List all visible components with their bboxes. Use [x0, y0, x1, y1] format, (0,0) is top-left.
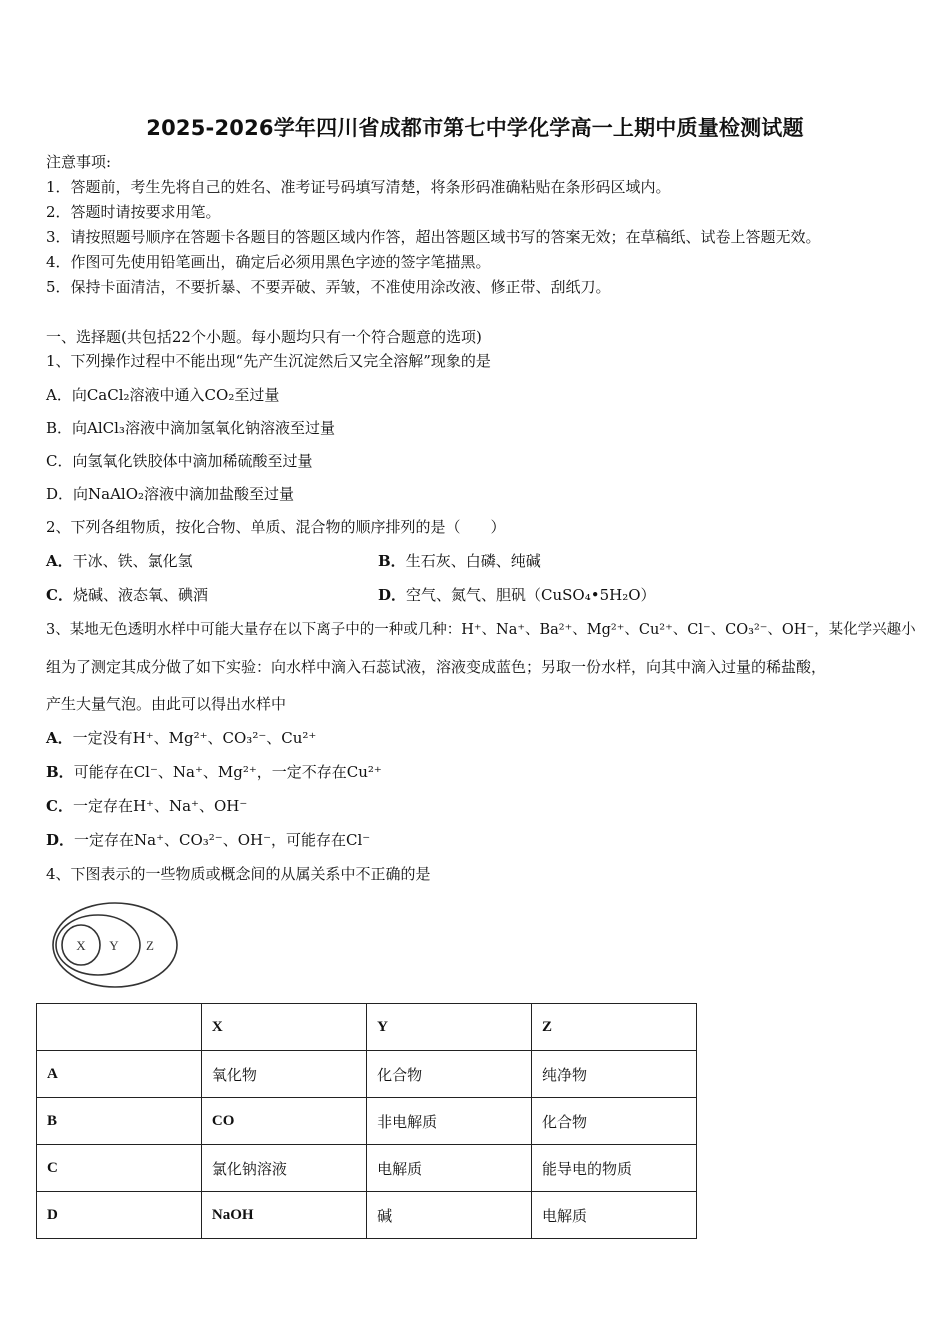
q1-option-b: B．向AlCl₃溶液中滴加氢氧化钠溶液至过量: [46, 419, 335, 437]
venn-y-ellipse: [56, 915, 140, 975]
venn-diagram: [40, 898, 185, 990]
table-cell: 化合物: [532, 1098, 697, 1145]
section-heading: 一、选择题(共包括22个小题。每小题均只有一个符合题意的选项): [46, 328, 482, 346]
q1-option-a: A．向CaCl₂溶液中通入CO₂至过量: [46, 386, 280, 404]
table-cell: 化合物: [367, 1051, 532, 1098]
table-cell: 非电解质: [367, 1098, 532, 1145]
notice-item-4: 4．作图可先使用铅笔画出，确定后必须用黑色字迹的签字笔描黑。: [46, 253, 491, 271]
q3-option-c: C．一定存在H⁺、Na⁺、OH⁻: [46, 797, 248, 815]
q2-option-a: A．干冰、铁、氯化氢: [46, 552, 193, 570]
q3-option-a: A．一定没有H⁺、Mg²⁺、CO₃²⁻、Cu²⁺: [46, 729, 317, 747]
page-title: 2025-2026学年四川省成都市第七中学化学高一上期中质量检测试题: [146, 116, 804, 140]
q1-stem: 1、下列操作过程中不能出现“先产生沉淀然后又完全溶解”现象的是: [46, 352, 491, 370]
table-row: [37, 1145, 697, 1192]
table-header-cell: Z: [532, 1004, 697, 1051]
table-header-cell: X: [201, 1004, 366, 1051]
notice-item-5: 5．保持卡面清洁，不要折暴、不要弄破、弄皱，不准使用涂改液、修正带、刮纸刀。: [46, 278, 611, 296]
venn-label-z: Z: [146, 938, 154, 953]
table-header-row: [37, 1004, 697, 1051]
table-cell: NaOH: [201, 1192, 366, 1239]
table-cell: 氯化钠溶液: [201, 1145, 366, 1192]
table-cell: 氧化物: [201, 1051, 366, 1098]
q3-option-b: B．可能存在Cl⁻、Na⁺、Mg²⁺，一定不存在Cu²⁺: [46, 763, 382, 781]
table-cell: CO: [201, 1098, 366, 1145]
table-cell: 电解质: [532, 1192, 697, 1239]
q3-option-d: D．一定存在Na⁺、CO₃²⁻、OH⁻，可能存在Cl⁻: [46, 831, 371, 849]
notice-heading: 注意事项:: [46, 153, 112, 171]
q1-option-d: D．向NaAlO₂溶液中滴加盐酸至过量: [46, 485, 295, 503]
notice-item-3: 3．请按照题号顺序在答题卡各题目的答题区域内作答，超出答题区域书写的答案无效；在草稿纸、试卷上答题无效。: [46, 228, 821, 246]
q2-option-c: C．烧碱、液态氧、碘酒: [46, 586, 208, 604]
q2-stem: 2、下列各组物质，按化合物、单质、混合物的顺序排列的是（ ）: [46, 518, 506, 536]
q3-stem-line2: 组为了测定其成分做了如下实验：向水样中滴入石蕊试液，溶液变成蓝色；另取一份水样，向其中滴入过量的稀盐酸，: [46, 658, 827, 676]
q4-stem: 4、下图表示的一些物质或概念间的从属关系中不正确的是: [46, 865, 431, 883]
table-cell: 能导电的物质: [532, 1145, 697, 1192]
table-cell: C: [37, 1145, 202, 1192]
table-cell: 纯净物: [532, 1051, 697, 1098]
notice-item-1: 1．答题前，考生先将自己的姓名、准考证号码填写清楚，将条形码准确粘贴在条形码区域内。: [46, 178, 671, 196]
q3-stem-line1: 3、某地无色透明水样中可能大量存在以下离子中的一种或几种：H⁺、Na⁺、Ba²⁺、Mg²⁺、Cu²⁺、Cl⁻、CO₃²⁻、OH⁻，某化学兴趣小: [46, 622, 916, 638]
table-header-cell: [37, 1004, 202, 1051]
table-cell: B: [37, 1098, 202, 1145]
table-header-cell: Y: [367, 1004, 532, 1051]
table-cell: D: [37, 1192, 202, 1239]
table-row: [37, 1051, 697, 1098]
q3-stem-line3: 产生大量气泡。由此可以得出水样中: [46, 695, 287, 713]
table-row: [37, 1192, 697, 1239]
table-row: [37, 1098, 697, 1145]
table-cell: 碱: [367, 1192, 532, 1239]
notice-item-2: 2．答题时请按要求用笔。: [46, 203, 221, 221]
q1-option-c: C．向氢氧化铁胶体中滴加稀硫酸至过量: [46, 452, 313, 470]
q4-table: [36, 1003, 697, 1239]
venn-label-x: X: [76, 938, 86, 953]
venn-label-y: Y: [109, 938, 119, 953]
table-cell: A: [37, 1051, 202, 1098]
q2-option-d: D．空气、氮气、胆矾（CuSO₄•5H₂O）: [378, 586, 656, 604]
table-cell: 电解质: [367, 1145, 532, 1192]
q2-option-b: B．生石灰、白磷、纯碱: [378, 552, 541, 570]
